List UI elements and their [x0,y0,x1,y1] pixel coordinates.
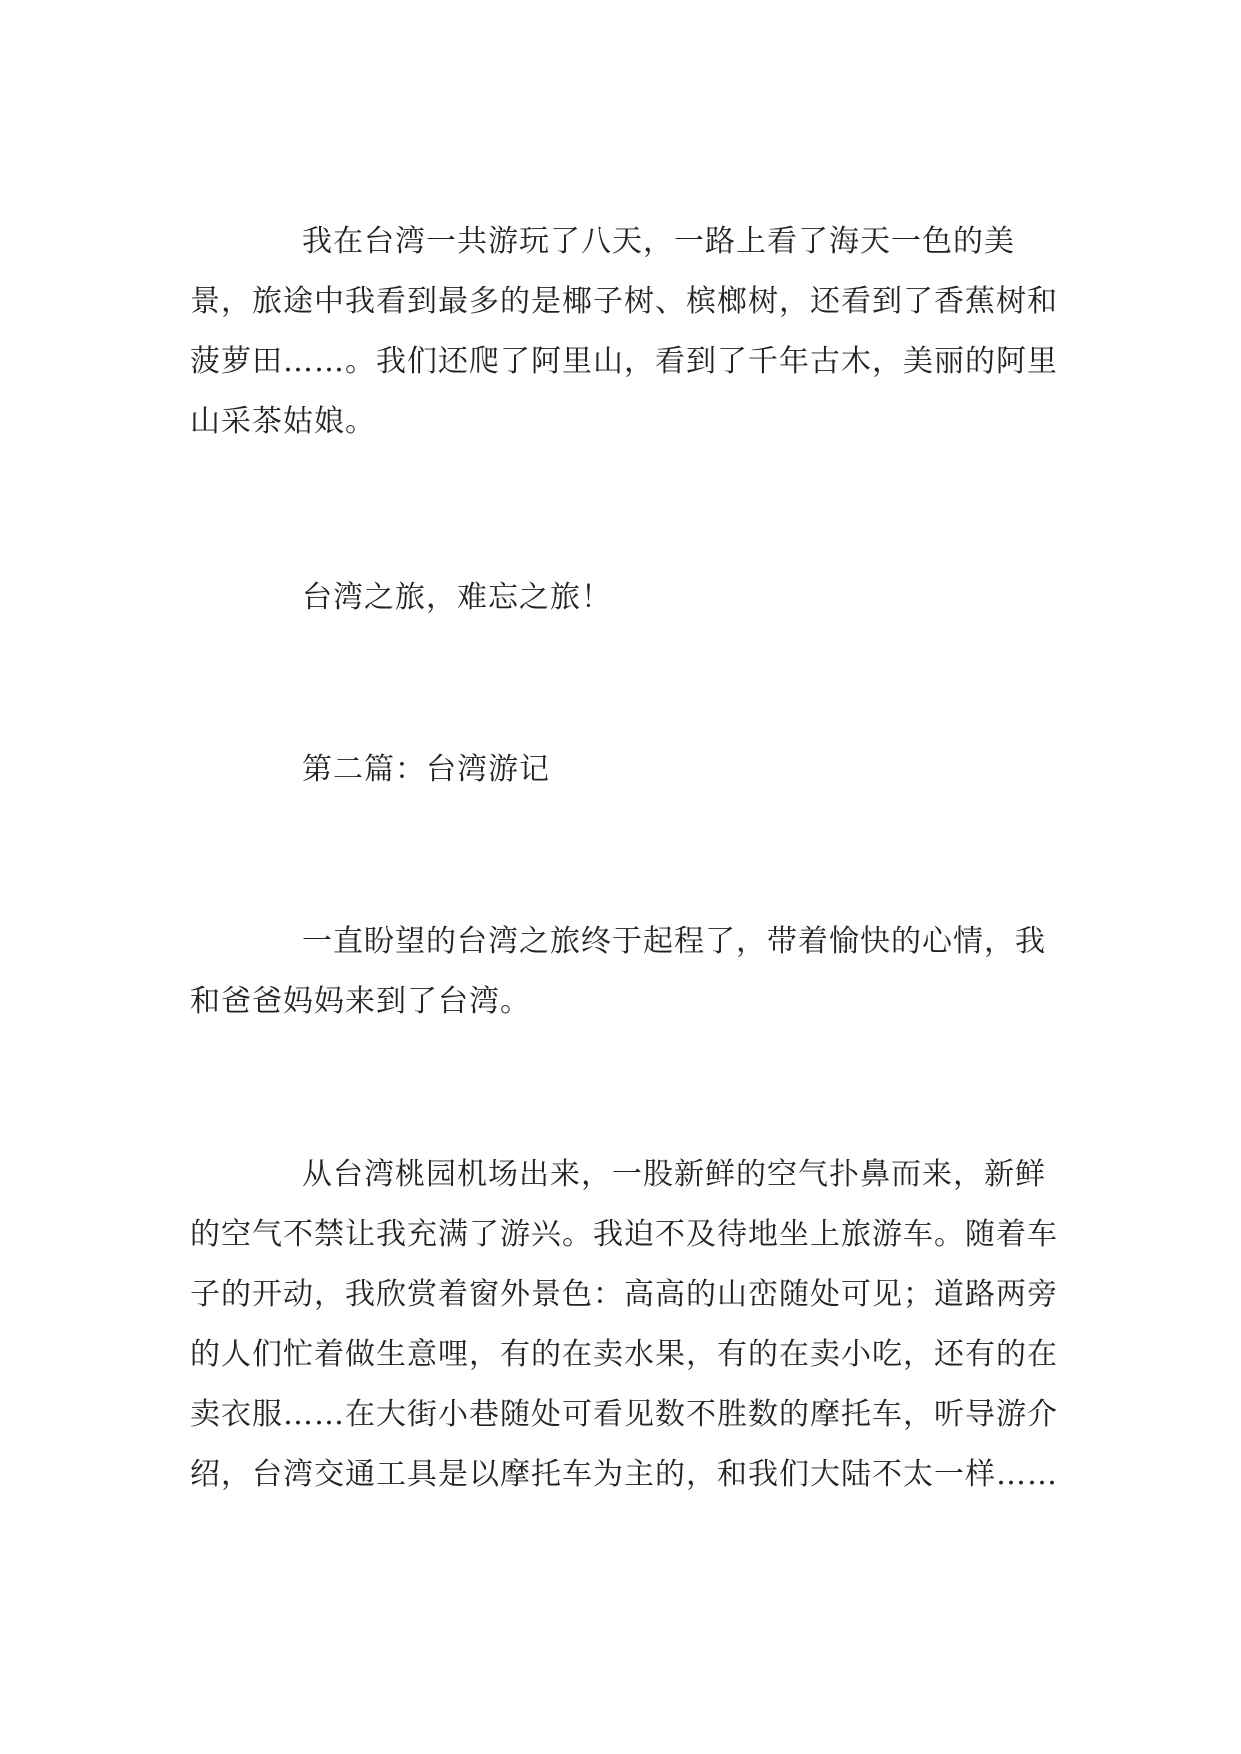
paragraph-closing-line: 台湾之旅，难忘之旅！ [302,580,612,615]
paragraph-airport-arrival: 从台湾桃园机场出来，一股新鲜的空气扑鼻而来，新鲜的空气不禁让我充满了游兴。我迫不及待地坐上旅游车。随着车子的开动，我欣赏着窗外景色：高高的山峦随处可见；道路两旁的人们忙着做生意哩，有的在卖水果，有的在卖小吃，还有的在卖衣服……在大街小巷随处可看见数不胜数的摩托车，听导游介绍，台湾交通工具是以摩托车为主的，和我们大陆不太一样…… [190,1157,1058,1492]
paragraph-taiwan-trip-summary: 我在台湾一共游玩了八天，一路上看了海天一色的美景，旅途中我看到最多的是椰子树、槟榔树，还看到了香蕉树和菠萝田……。我们还爬了阿里山，看到了千年古木，美丽的阿里山采茶姑娘。 [190,224,1058,439]
paragraph-journey-start: 一直盼望的台湾之旅终于起程了，带着愉快的心情，我和爸爸妈妈来到了台湾。 [190,924,1046,1019]
section-heading: 第二篇：台湾游记 [302,752,550,787]
